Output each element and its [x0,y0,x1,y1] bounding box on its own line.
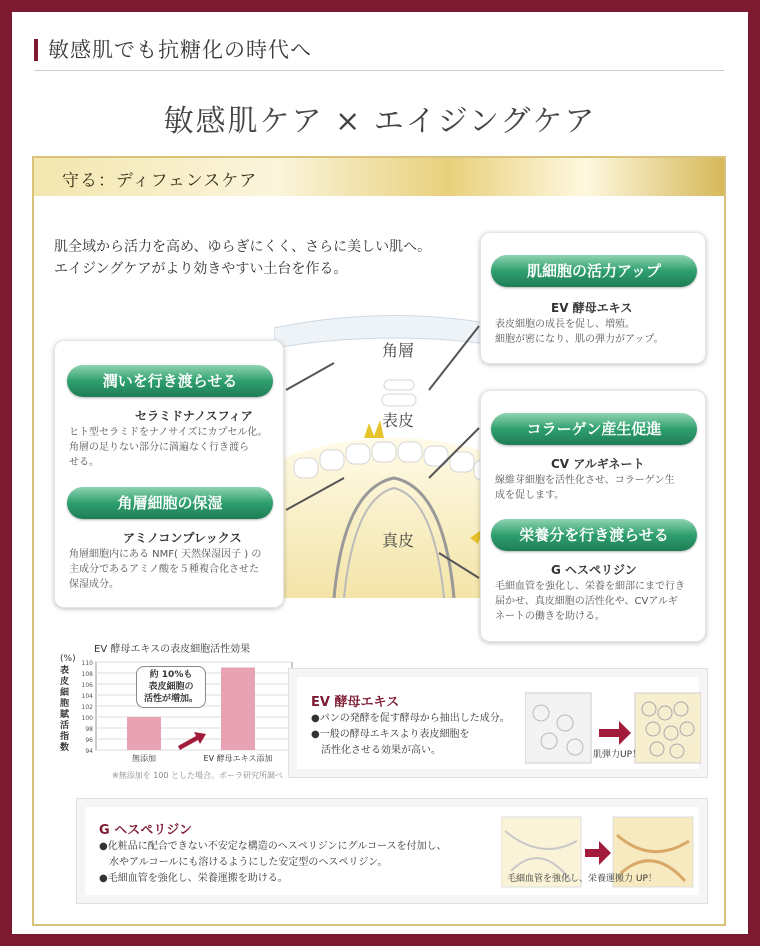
desc-line: 線維芽細胞を活性化させ、コラーゲン生 [495,475,675,486]
y-tick-label: 106 [81,682,93,689]
desc-line: 表皮細胞の成長を促し、増殖。 [495,319,635,330]
y-tick-label: 110 [81,660,93,667]
desc-line: 届かせ、真皮細胞の活性化や、CVアルギ [495,596,678,607]
y-tick-label: 94 [85,748,93,755]
bar [127,717,161,750]
desc-line: 細胞が密になり、肌の弾力がアップ。 [495,334,664,345]
callout-line: 表皮細胞の [148,682,194,692]
g-line: ●化粧品に配合できない不安定な構造のヘスペリジンにグルコースを付加し、 [99,841,447,852]
ingredient-cv-alginate: CV アルギネート [551,457,645,471]
g-hesperidin-description [495,579,685,624]
ev-line: 活性化させる効果が高い。 [311,745,441,756]
label-dermis: 真皮 [382,531,415,550]
pill-vitality: 肌細胞の活力アップ [491,255,697,287]
chart-note: ※無添加を 100 とした場合。ポーラ研究所調べ [112,771,284,780]
y-tick-label: 98 [85,726,93,733]
desc-line: 主成分であるアミノ酸を５種複合化させた [69,564,259,575]
ev-yeast-description [495,317,664,347]
amino-description [69,547,261,592]
ev-line: ●パンの発酵を促す酵母から抽出した成分。 [311,713,510,724]
chart-callout [136,666,206,708]
ev-box-title: EV 酵母エキス [311,695,400,710]
title-accent-bar [34,39,38,61]
label-epidermis: 表皮 [382,411,415,430]
chart-ylabel: 表皮細胞賦活指数 [60,666,70,753]
ingredient-g-hesperidin: G ヘスペリジン [551,563,637,577]
desc-line: 保湿成分。 [69,579,119,590]
callout-line: 活性が増加。 [143,694,198,704]
band-title: 守る：ディフェンスケア [62,171,258,191]
ceramide-description [69,425,267,470]
g-line: ●毛細血管を強化し、栄養運搬を助ける。 [99,873,288,884]
section-divider [34,70,724,71]
desc-line: 角層細胞内にある NMF( 天然保湿因子 ) の [69,549,262,560]
section-title-text: 敏感肌でも抗糖化の時代へ [48,38,312,62]
desc-line: 毛細血管を強化し、栄養を細部にまで行き [495,581,685,592]
defense-care-panel [32,156,726,926]
ingredient-ceramide: セラミドナノスフィア [135,409,253,423]
callout-line: 約 10%も [149,670,193,680]
desc-line: 角層の足りない部分に満遍なく行き渡ら [69,442,249,453]
intro-line: エイジングケアがより効きやすい土台を作る。 [54,261,348,277]
intro-line: 肌全域から活力を高め、ゆらぎにくく、さらに美しい肌へ。 [54,239,432,255]
label-stratum-corneum: 角層 [382,341,415,360]
y-tick-label: 104 [81,693,93,700]
ingredient-ev-yeast: EV 酵母エキス [551,301,633,315]
ev-yeast-chart [60,640,300,780]
desc-line: 成を促します。 [495,490,565,501]
pill-stratum-moisture: 角層細胞の保湿 [67,487,273,519]
desc-line: ヒト型セラミドをナノサイズにカプセル化。 [69,427,268,438]
ev-box-text [311,711,510,759]
y-tick-label: 100 [81,715,93,722]
ingredient-amino: アミノコンプレックス [123,531,242,545]
page [12,12,748,934]
chart-unit: (%) [60,654,76,664]
bar [221,668,255,751]
y-tick-label: 108 [81,671,93,678]
collagen-card [480,390,706,642]
pill-moisture: 潤いを行き渡らせる [67,365,273,397]
x-tick-label: 無添加 [132,754,156,763]
moisture-card [54,340,284,608]
g-line: 水やアルコールにも溶けるようにした安定型のヘスペリジン。 [99,857,388,868]
g-box-text [99,839,447,887]
g-hesperidin-box [76,798,708,904]
ev-yeast-box [288,668,708,778]
pill-nutrients: 栄養分を行き渡らせる [491,519,697,551]
y-tick-label: 102 [81,704,93,711]
vitality-card [480,232,706,364]
g-box-title: G ヘスペリジン [99,823,192,838]
main-title: 敏感肌ケア × エイジングケア [163,104,597,139]
ev-caption: 肌弾力UP！ [593,750,642,760]
pill-collagen: コラーゲン産生促進 [491,413,697,445]
x-tick-label: EV 酵母エキス添加 [203,754,273,763]
chart-title: EV 酵母エキスの表皮細胞活性効果 [94,644,251,655]
section-title [34,34,312,64]
cv-alginate-description [495,473,675,503]
desc-line: ネートの働きを助ける。 [495,611,605,622]
g-caption: 毛細血管を強化し、栄養運搬力 UP！ [507,874,657,884]
desc-line: せる。 [69,457,99,468]
ev-line: ●一般の酵母エキスより表皮細胞を [311,729,470,740]
y-tick-label: 96 [85,737,93,744]
